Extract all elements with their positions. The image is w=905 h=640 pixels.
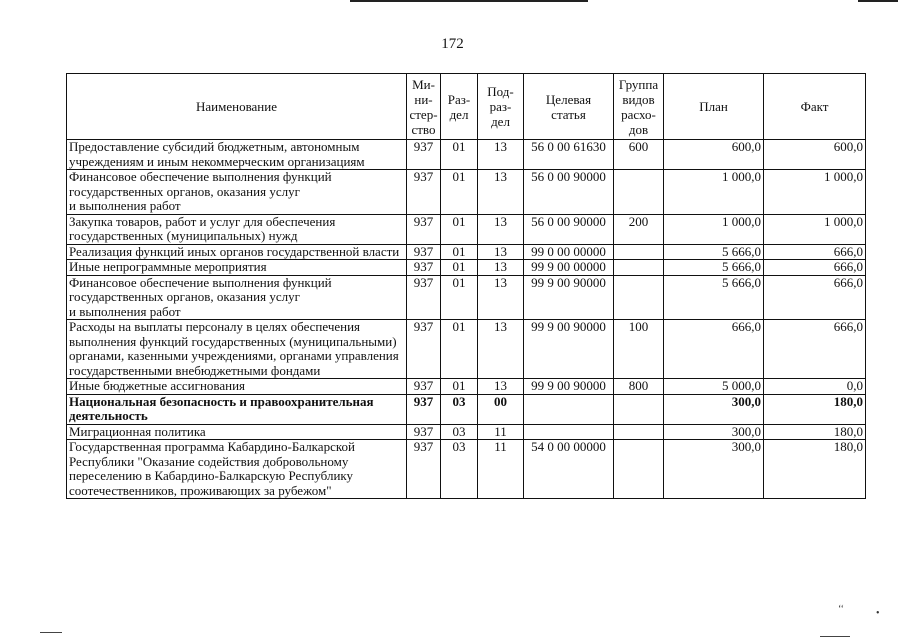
row-group [614, 424, 664, 440]
row-plan: 5 666,0 [664, 260, 764, 276]
row-plan: 300,0 [664, 424, 764, 440]
row-section: 01 [441, 244, 478, 260]
row-ministry: 937 [407, 394, 441, 424]
row-fact: 666,0 [764, 260, 866, 276]
row-ministry: 937 [407, 440, 441, 499]
top-rule-left [350, 0, 588, 2]
row-fact: 1 000,0 [764, 170, 866, 215]
top-rule-right [858, 0, 898, 2]
table-row [67, 320, 866, 379]
table-row [67, 244, 866, 260]
row-section: 01 [441, 214, 478, 244]
row-group [614, 244, 664, 260]
row-ministry: 937 [407, 140, 441, 170]
header-subsection: Под- раз- дел [478, 74, 524, 140]
row-plan: 300,0 [664, 394, 764, 424]
row-section: 01 [441, 170, 478, 215]
table-row [67, 140, 866, 170]
header-target: Целевая статья [524, 74, 614, 140]
row-section: 01 [441, 140, 478, 170]
row-fact: 180,0 [764, 440, 866, 499]
header-ministry: Ми- ни- стер- ство [407, 74, 441, 140]
table-row [67, 275, 866, 320]
row-fact: 666,0 [764, 320, 866, 379]
row-ministry: 937 [407, 379, 441, 395]
table-row [67, 440, 866, 499]
header-section: Раз- дел [441, 74, 478, 140]
header-fact: Факт [764, 74, 866, 140]
header-row [67, 74, 866, 140]
row-section: 01 [441, 260, 478, 276]
row-subsection: 13 [478, 214, 524, 244]
page-number: 172 [441, 36, 464, 52]
row-name: Закупка товаров, работ и услуг для обеспечения государственных (муниципальных) нужд [67, 214, 407, 244]
row-target: 99 0 00 00000 [524, 244, 614, 260]
row-plan: 600,0 [664, 140, 764, 170]
row-ministry: 937 [407, 170, 441, 215]
row-fact: 180,0 [764, 394, 866, 424]
row-target: 54 0 00 00000 [524, 440, 614, 499]
row-subsection: 13 [478, 260, 524, 276]
table-row [67, 170, 866, 215]
row-section: 03 [441, 424, 478, 440]
row-target: 56 0 00 61630 [524, 140, 614, 170]
row-plan: 5 666,0 [664, 275, 764, 320]
header-group: Группа видов расхо- дов [614, 74, 664, 140]
row-group [614, 170, 664, 215]
row-target: 99 9 00 00000 [524, 260, 614, 276]
row-fact: 666,0 [764, 275, 866, 320]
row-group: 600 [614, 140, 664, 170]
row-target: 99 9 00 90000 [524, 379, 614, 395]
row-ministry: 937 [407, 214, 441, 244]
row-plan: 1 000,0 [664, 214, 764, 244]
header-name: Наименование [67, 74, 407, 140]
row-name: Реализация функций иных органов государственной власти [67, 244, 407, 260]
row-subsection: 13 [478, 170, 524, 215]
row-section: 01 [441, 379, 478, 395]
row-group: 800 [614, 379, 664, 395]
row-subsection: 13 [478, 379, 524, 395]
row-group [614, 440, 664, 499]
row-group: 100 [614, 320, 664, 379]
scan-mark-2: • [876, 608, 880, 619]
table-row [67, 424, 866, 440]
row-subsection: 13 [478, 275, 524, 320]
row-subsection: 13 [478, 244, 524, 260]
row-name: Иные непрограммные мероприятия [67, 260, 407, 276]
row-subsection: 13 [478, 320, 524, 379]
bottom-rule-left [40, 632, 62, 633]
row-plan: 5 000,0 [664, 379, 764, 395]
row-fact: 0,0 [764, 379, 866, 395]
row-subsection: 11 [478, 424, 524, 440]
row-subsection: 11 [478, 440, 524, 499]
table-row [67, 379, 866, 395]
row-name: Миграционная политика [67, 424, 407, 440]
row-group [614, 260, 664, 276]
row-name: Национальная безопасность и правоохранительная деятельность [67, 394, 407, 424]
row-fact: 600,0 [764, 140, 866, 170]
row-target: 56 0 00 90000 [524, 170, 614, 215]
row-ministry: 937 [407, 424, 441, 440]
row-group: 200 [614, 214, 664, 244]
row-ministry: 937 [407, 244, 441, 260]
table-row [67, 394, 866, 424]
row-name: Иные бюджетные ассигнования [67, 379, 407, 395]
table-row [67, 260, 866, 276]
row-section: 01 [441, 275, 478, 320]
row-plan: 5 666,0 [664, 244, 764, 260]
row-fact: 180,0 [764, 424, 866, 440]
row-ministry: 937 [407, 275, 441, 320]
row-section: 01 [441, 320, 478, 379]
row-subsection: 00 [478, 394, 524, 424]
row-plan: 666,0 [664, 320, 764, 379]
row-name: Финансовое обеспечение выполнения функций государственных органов, оказания услуг и выполнения работ [67, 170, 407, 215]
bottom-rule-right [820, 636, 850, 637]
row-fact: 666,0 [764, 244, 866, 260]
row-target [524, 394, 614, 424]
row-fact: 1 000,0 [764, 214, 866, 244]
row-plan: 300,0 [664, 440, 764, 499]
row-subsection: 13 [478, 140, 524, 170]
row-ministry: 937 [407, 320, 441, 379]
row-section: 03 [441, 440, 478, 499]
row-name: Государственная программа Кабардино-Балкарской Республики "Оказание содействия добровольному переселению в Кабардино-Балкарскую Республику соотечественников, проживающих за рубежом" [67, 440, 407, 499]
row-plan: 1 000,0 [664, 170, 764, 215]
row-name: Расходы на выплаты персоналу в целях обеспечения выполнения функций государственных (муниципальными) органами, казенными учреждениями, органами управления государственными внебюджетными фондами [67, 320, 407, 379]
table-row [67, 214, 866, 244]
row-name: Финансовое обеспечение выполнения функций государственных органов, оказания услуг и выполнения работ [67, 275, 407, 320]
row-group [614, 275, 664, 320]
row-target: 99 9 00 90000 [524, 275, 614, 320]
scan-mark-1: ‘‘ [838, 604, 844, 615]
row-name: Предоставление субсидий бюджетным, автономным учреждениям и иным некоммерческим организациям [67, 140, 407, 170]
budget-table [66, 73, 866, 499]
row-target [524, 424, 614, 440]
header-plan: План [664, 74, 764, 140]
row-target: 56 0 00 90000 [524, 214, 614, 244]
row-ministry: 937 [407, 260, 441, 276]
row-target: 99 9 00 90000 [524, 320, 614, 379]
row-section: 03 [441, 394, 478, 424]
row-group [614, 394, 664, 424]
